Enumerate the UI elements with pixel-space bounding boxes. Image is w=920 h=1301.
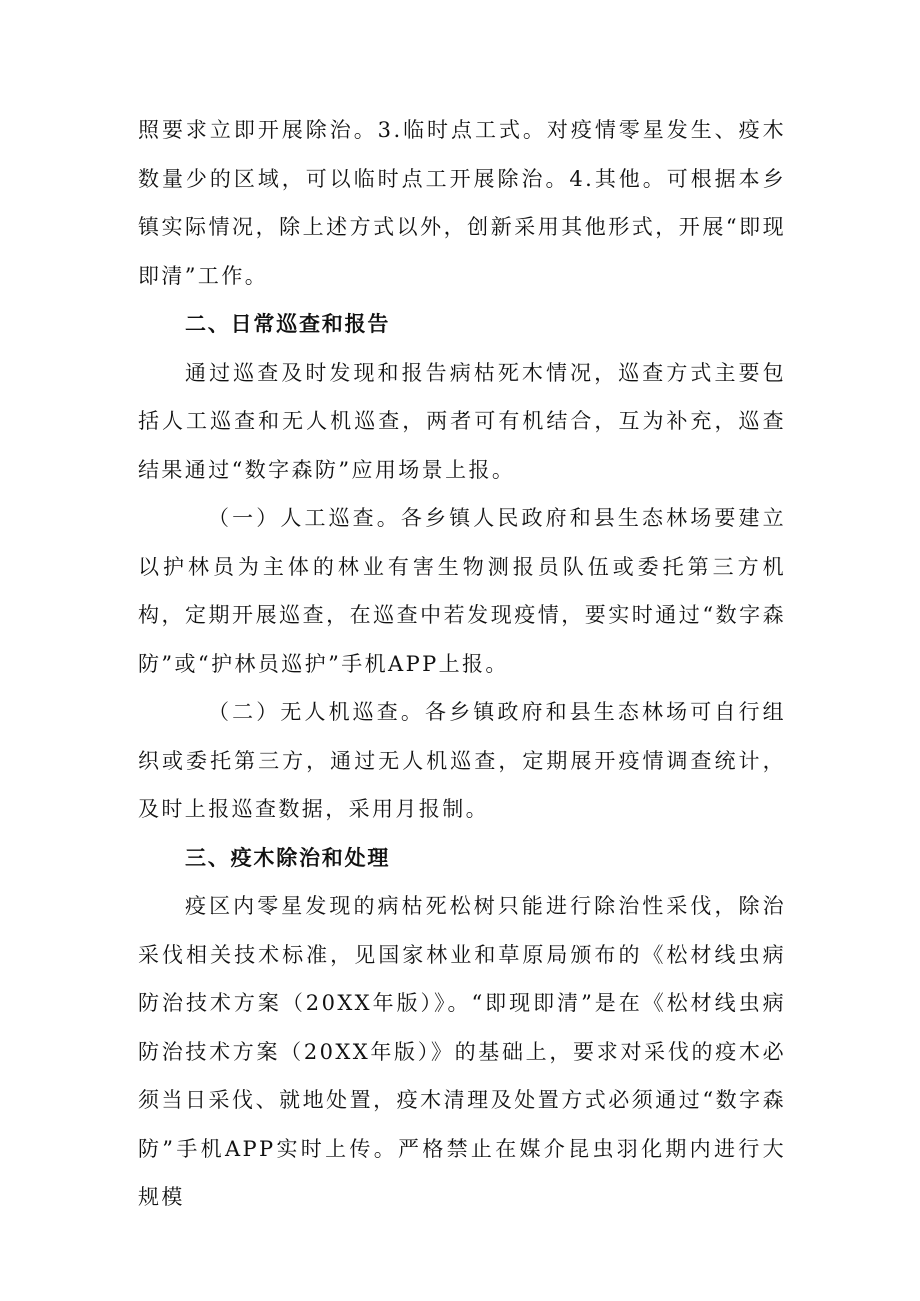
document-body: [138, 106, 786, 1222]
paragraph-wood-treatment: 疫区内零星发现的病枯死松树只能进行除治性采伐，除治采伐相关技术标准，见国家林业和草原局颁布的《松材线虫病防治技术方案（20XX年版）》。“即现即清”是在《松材线虫病防治技术方案（20XX年版）》的基础上，要求对采伐的疫木必须当日采伐、就地处置，疫木清理及处置方式必须通过“数字森防”手机APP实时上传。严格禁止在媒介昆虫羽化期内进行大规模: [138, 894, 786, 1209]
section-heading-wood-treatment: 三、疫木除治和处理: [185, 845, 391, 870]
paragraph-drone-inspection: （二）无人机巡查。各乡镇政府和县生态林场可自行组织或委托第三方，通过无人机巡查，定期展开疫情调查统计，及时上报巡查数据，采用月报制。: [138, 700, 786, 821]
paragraph-inspection-intro: 通过巡查及时发现和报告病枯死木情况，巡查方式主要包括人工巡查和无人机巡查，两者可有机结合，互为补充，巡查结果通过“数字森防”应用场景上报。: [138, 360, 786, 482]
section-heading-daily-inspection: 二、日常巡查和报告: [185, 312, 391, 336]
paragraph-manual-inspection: （一）人工巡查。各乡镇人民政府和县生态林场要建立以护林员为主体的林业有害生物测报员队伍或委托第三方机构，定期开展巡查，在巡查中若发现疫情，要实时通过“数字森防”或“护林员巡护”手机APP上报。: [138, 506, 786, 676]
paragraph-continuation: 照要求立即开展除治。3.临时点工式。对疫情零星发生、疫木数量少的区域，可以临时点工开展除治。4.其他。可根据本乡镇实际情况，除上述方式以外，创新采用其他形式，开展“即现即清”工作。: [138, 118, 786, 288]
